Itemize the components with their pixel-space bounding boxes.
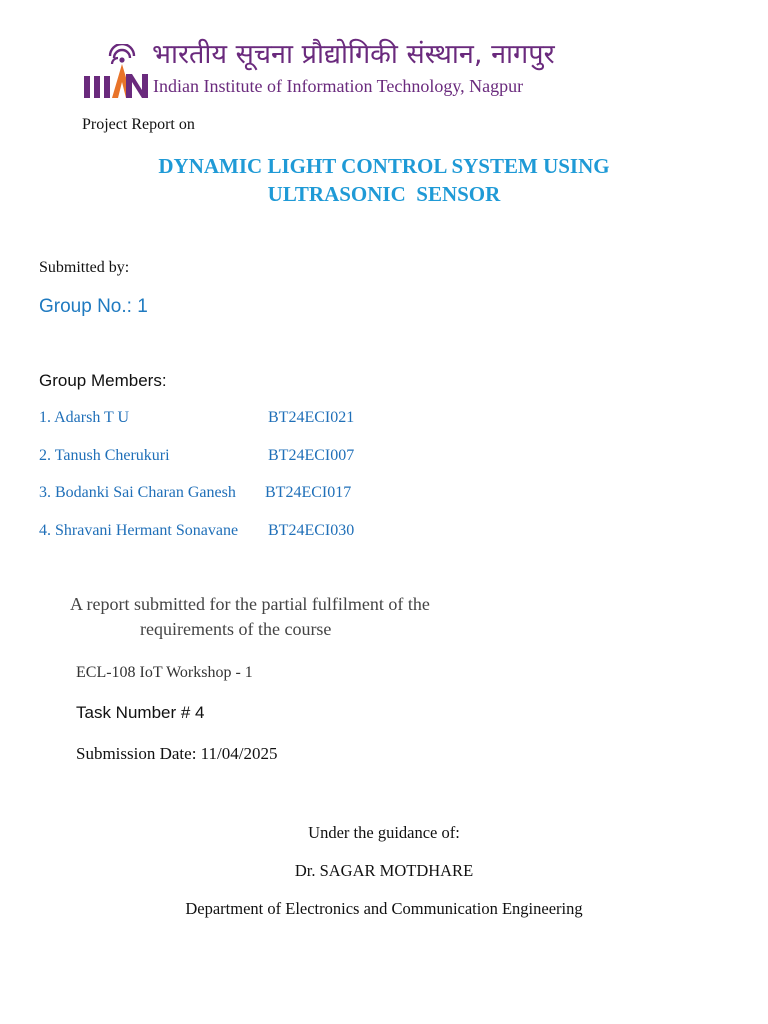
task-number: Task Number # 4	[76, 703, 205, 722]
submitted-by-label: Submitted by:	[39, 259, 130, 276]
iiitn-logo-icon	[82, 44, 150, 100]
project-title	[0, 152, 768, 208]
member-name: 2. Tanush Cherukuri	[39, 447, 170, 464]
group-number: Group No.: 1	[39, 296, 148, 317]
member-name: 4. Shravani Hermant Sonavane	[39, 522, 239, 539]
member-id: BT24ECI007	[268, 447, 355, 464]
course-name: ECL-108 IoT Workshop - 1	[76, 664, 253, 681]
report-label: Project Report on	[82, 116, 195, 133]
report-purpose-line2: requirements of the course	[140, 619, 332, 639]
member-id: BT24ECI017	[265, 484, 352, 501]
group-members-heading: Group Members:	[39, 371, 167, 390]
member-id: BT24ECI021	[268, 409, 355, 426]
member-row	[39, 522, 355, 540]
submission-date: Submission Date: 11/04/2025	[76, 744, 278, 763]
member-row	[39, 447, 355, 465]
member-id: BT24ECI030	[268, 522, 355, 539]
institute-name-english: Indian Institute of Information Technology, Nagpur	[153, 76, 524, 96]
member-row	[39, 484, 352, 502]
member-row	[39, 409, 355, 427]
department-name: Department of Electronics and Communication Engineering	[185, 899, 583, 918]
institute-name-hindi: भारतीय सूचना प्रौद्योगिकी संस्थान, नागपुर	[152, 39, 555, 70]
project-title-line2: ULTRASONIC SENSOR	[267, 182, 501, 206]
guidance-label: Under the guidance of:	[308, 823, 460, 842]
report-purpose-line1: A report submitted for the partial fulfilment of the	[70, 594, 430, 614]
project-title-line1: DYNAMIC LIGHT CONTROL SYSTEM USING	[158, 154, 610, 178]
guide-name: Dr. SAGAR MOTDHARE	[294, 861, 474, 880]
member-name: 1. Adarsh T U	[39, 409, 130, 426]
member-name: 3. Bodanki Sai Charan Ganesh	[39, 484, 236, 501]
